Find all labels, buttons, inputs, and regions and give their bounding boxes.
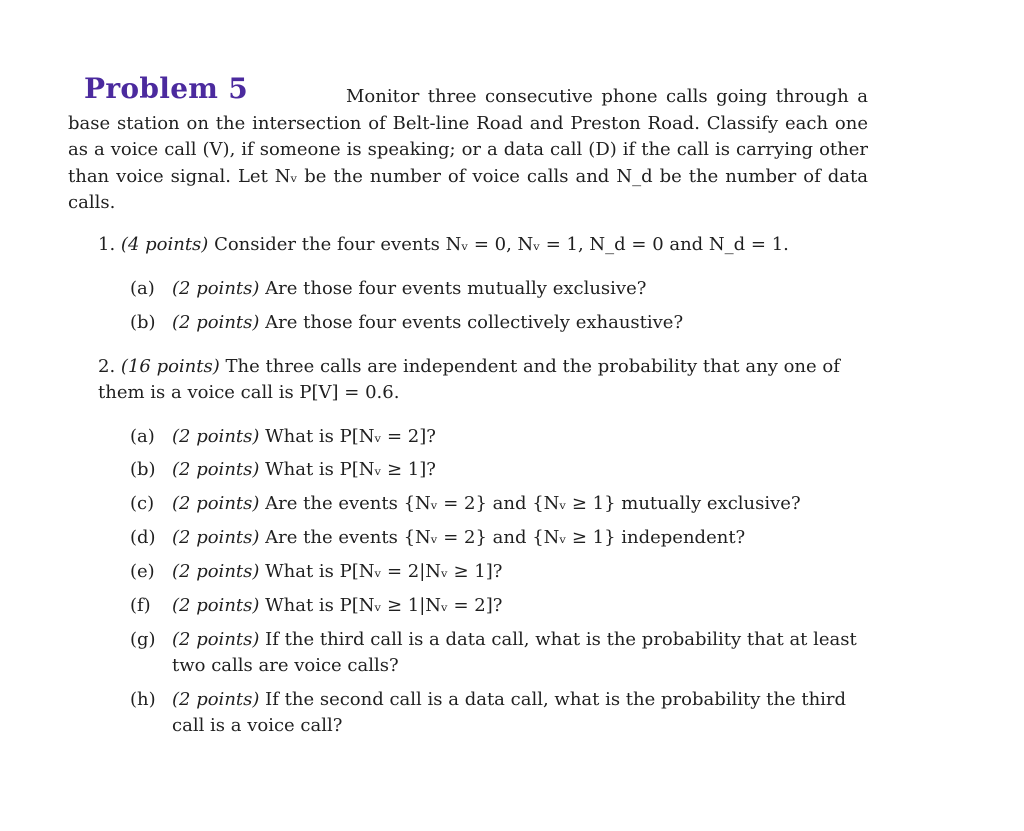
question-2-number: 2. (98, 356, 116, 377)
intro-text: Monitor three consecutive phone calls going through a base station on the intersection of Belt-line Road and Preston Road. Classify each one as a voice call (V), if someone is speaking; or a data call (D) if the call is carrying other than voice signal. Let Nᵥ be the number of voice calls and N_d be the number of data calls. (68, 86, 868, 213)
part-points: (2 points) (172, 493, 260, 514)
part-points: (2 points) (172, 561, 260, 582)
question-2-points: (16 points) (120, 356, 220, 377)
problem-title: Problem 5 (84, 72, 249, 105)
part-label: (f) (130, 595, 151, 616)
part-label: (a) (130, 278, 155, 299)
part-text: If the second call is a data call, what is the probability the third call is a voice call? (172, 689, 847, 736)
part-text: Are the events {Nᵥ = 2} and {Nᵥ ≥ 1} mutually exclusive? (265, 493, 801, 514)
part-text: What is P[Nᵥ = 2]? (265, 426, 436, 447)
part-points: (2 points) (172, 278, 260, 299)
part-label: (g) (130, 629, 156, 650)
problem-intro (68, 84, 868, 217)
question-2 (98, 354, 868, 406)
part-text: What is P[Nᵥ ≥ 1]? (265, 459, 436, 480)
question-1-points: (4 points) (120, 234, 209, 255)
question-1 (98, 232, 858, 258)
part-text: What is P[Nᵥ = 2|Nᵥ ≥ 1]? (265, 561, 503, 582)
part-text: What is P[Nᵥ ≥ 1|Nᵥ = 2]? (265, 595, 503, 616)
part-label: (h) (130, 689, 156, 710)
part-label: (b) (130, 459, 156, 480)
part-label: (b) (130, 312, 156, 333)
part-points: (2 points) (172, 689, 260, 710)
question-1-number: 1. (98, 234, 116, 255)
part-points: (2 points) (172, 459, 260, 480)
part-points: (2 points) (172, 312, 260, 333)
part-points: (2 points) (172, 629, 260, 650)
part-points: (2 points) (172, 595, 260, 616)
part-label: (e) (130, 561, 155, 582)
part-text: Are those four events mutually exclusive? (265, 278, 647, 299)
part-points: (2 points) (172, 426, 260, 447)
part-label: (d) (130, 527, 156, 548)
part-text: Are the events {Nᵥ = 2} and {Nᵥ ≥ 1} independent? (265, 527, 746, 548)
question-1-text: Consider the four events Nᵥ = 0, Nᵥ = 1, N_d = 0 and N_d = 1. (214, 234, 789, 255)
part-text: If the third call is a data call, what is the probability that at least two calls are voice calls? (172, 629, 857, 676)
part-label: (a) (130, 426, 155, 447)
part-text: Are those four events collectively exhaustive? (265, 312, 684, 333)
part-points: (2 points) (172, 527, 260, 548)
part-label: (c) (130, 493, 155, 514)
question-2-text: The three calls are independent and the probability that any one of them is a voice call is P[V] = 0.6. (98, 356, 840, 403)
